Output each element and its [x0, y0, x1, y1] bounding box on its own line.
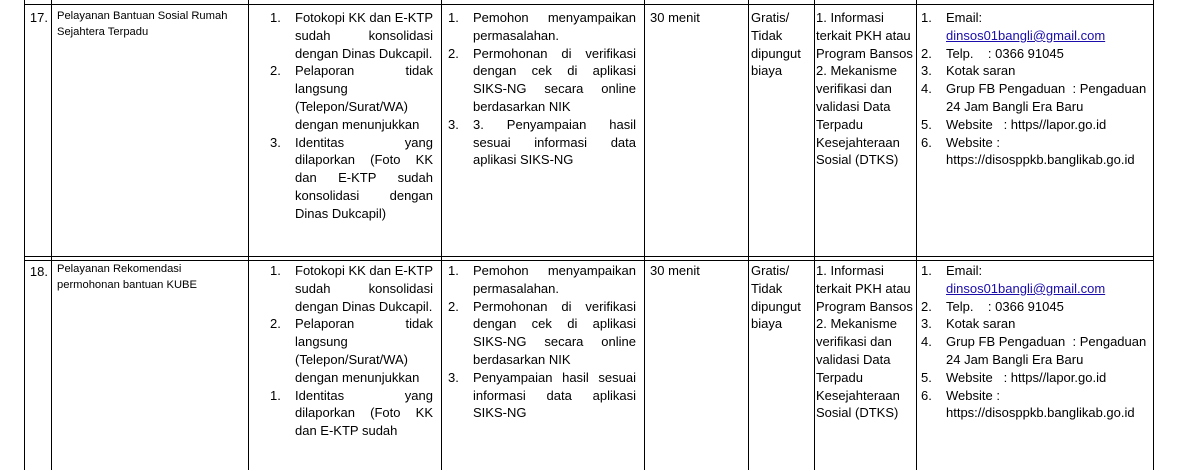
list-item: 3. Penyampaian hasil sesuai informasi data aplikasi SIKS-NG — [448, 369, 636, 421]
column-border — [51, 0, 52, 470]
row-number: 18. — [29, 264, 48, 279]
list-item: 2. Telp. : 0366 91045 — [921, 298, 1064, 314]
list-item: 6. Website : https://disosppkb.banglikab.go.id — [921, 134, 1135, 168]
list-item: 1. Email: dinsos01bangli@gmail.com — [921, 10, 1106, 43]
column-border — [814, 0, 815, 470]
list-item: 2. Permohonan di verifikasi dengan cek di aplikasi SIKS-NG secara online berdasarkan NIK — [448, 45, 636, 114]
column-border — [916, 0, 917, 470]
list-item: 3. Identitas yang dilaporkan (Foto KK dan E-KTP sudah konsolidasi dengan Dinas Dukcapil) — [270, 134, 433, 221]
list-item: 1. Identitas yang dilaporkan (Foto KK dan E-KTP sudah — [270, 387, 433, 439]
column-border — [1153, 0, 1154, 470]
list-item: 4. Grup FB Pengaduan : Pengaduan 24 Jam Bangli Era Baru — [921, 81, 1147, 114]
list-item: 2. Permohonan di verifikasi dengan cek di aplikasi SIKS-NG secara online berdasarkan NIK — [448, 298, 636, 367]
list-item: 1. Email: dinsos01bangli@gmail.com — [921, 263, 1106, 296]
list-item: 4. Grup FB Pengaduan : Pengaduan 24 Jam Bangli Era Baru — [921, 334, 1147, 367]
list-item: 3. 3. Penyampaian hasil sesuai informasi data aplikasi SIKS-NG — [448, 116, 636, 168]
list-item: 2. Pelaporan tidak langsung (Telepon/Surat/WA) dengan menunjukkan — [270, 316, 433, 385]
procedure-list — [448, 9, 636, 169]
list-item: 6. Website : https://disosppkb.banglikab.go.id — [921, 387, 1135, 421]
complaints-list — [921, 262, 1153, 422]
list-item: 1. Pemohon menyampaikan permasalahan. — [448, 10, 636, 43]
row-number: 17. — [29, 10, 48, 25]
list-item: 5. Website : https//lapor.go.id — [921, 116, 1107, 132]
list-item: 2. Pelaporan tidak langsung (Telepon/Surat/WA) dengan menunjukkan — [270, 63, 433, 132]
service-name: Pelayanan Rekomendasi permohonan bantuan KUBE — [57, 263, 197, 291]
email-link[interactable]: dinsos01bangli@gmail.com — [946, 27, 1106, 43]
service-product: 1. Informasi terkait PKH atau Program Bansos 2. Mekanisme verifikasi dan validasi Data Terpadu Kesejahteraan Sosial (DTKS) — [816, 10, 913, 168]
column-border — [644, 0, 645, 470]
email-link[interactable]: dinsos01bangli@gmail.com — [946, 280, 1106, 296]
service-standard-table — [24, 0, 1154, 470]
service-time: 30 menit — [650, 10, 700, 25]
requirements-list — [270, 262, 433, 440]
requirements-list — [270, 9, 433, 223]
column-border — [748, 0, 749, 470]
complaints-list — [921, 9, 1153, 169]
list-item: 1. Fotokopi KK dan E-KTP sudah konsolidasi dengan Dinas Dukcapil. — [270, 263, 434, 314]
service-product: 1. Informasi terkait PKH atau Program Bansos 2. Mekanisme verifikasi dan validasi Data Terpadu Kesejahteraan Sosial (DTKS) — [816, 263, 913, 421]
list-item: 1. Fotokopi KK dan E-KTP sudah konsolidasi dengan Dinas Dukcapil. — [270, 10, 434, 61]
row-border — [24, 256, 1154, 257]
service-cost: Gratis/ Tidak dipungut biaya — [751, 10, 801, 79]
list-item: 3. Kotak saran — [921, 316, 1016, 332]
list-item: 1. Pemohon menyampaikan permasalahan. — [448, 263, 636, 296]
row-border — [24, 4, 1154, 5]
list-item: 3. Kotak saran — [921, 63, 1016, 79]
service-cost: Gratis/ Tidak dipungut biaya — [751, 263, 801, 332]
service-name: Pelayanan Bantuan Sosial Rumah Sejahtera Terpadu — [57, 10, 228, 38]
list-item: 5. Website : https//lapor.go.id — [921, 369, 1107, 385]
column-border — [441, 0, 442, 470]
service-time: 30 menit — [650, 263, 700, 278]
list-item: 2. Telp. : 0366 91045 — [921, 45, 1064, 61]
procedure-list — [448, 262, 636, 422]
column-border — [24, 0, 25, 470]
column-border — [248, 0, 249, 470]
